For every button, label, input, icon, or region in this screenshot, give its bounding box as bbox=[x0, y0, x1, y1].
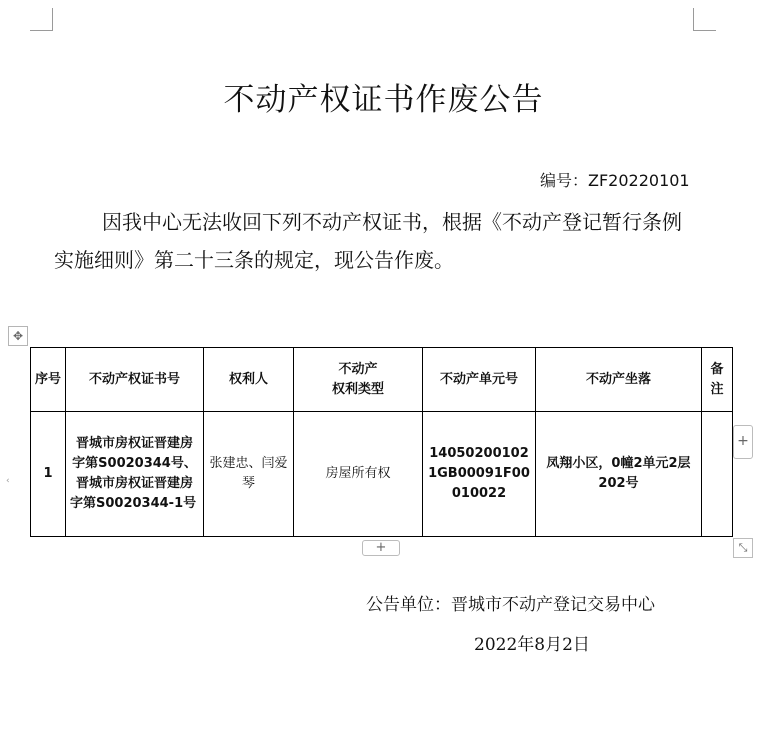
page-corner-mark-top-right bbox=[693, 8, 716, 31]
table-header-row bbox=[31, 348, 733, 412]
cell-right-type: 房屋所有权 bbox=[294, 412, 423, 537]
cell-seq: 1 bbox=[31, 412, 66, 537]
cell-unit-no: 140502001021GB00091F00010022 bbox=[423, 412, 536, 537]
add-row-button[interactable] bbox=[362, 540, 400, 556]
header-right-type: 不动产 权利类型 bbox=[294, 348, 423, 412]
table-resize-icon[interactable]: ⤡ bbox=[733, 538, 753, 558]
header-location: 不动产坐落 bbox=[536, 348, 702, 412]
header-holder: 权利人 bbox=[204, 348, 294, 412]
header-unit-no: 不动产单元号 bbox=[423, 348, 536, 412]
cell-holder: 张建忠、闫爱琴 bbox=[204, 412, 294, 537]
announcement-date: 2022年8月2日 bbox=[474, 635, 590, 655]
body-paragraph bbox=[54, 203, 699, 279]
body-paragraph-text: 因我中心无法收回下列不动产权证书，根据《不动产登记暂行条例实施细则》第二十三条的规定，现公告作废。 bbox=[54, 210, 682, 272]
page-corner-mark-top-left bbox=[30, 8, 53, 31]
issuing-unit: 公告单位：晋城市不动产登记交易中心 bbox=[366, 595, 655, 615]
table-move-icon[interactable]: ✥ bbox=[8, 326, 28, 346]
add-row-plus-icon: + bbox=[375, 540, 387, 555]
header-seq: 序号 bbox=[31, 348, 66, 412]
row-marker-icon: ‹ bbox=[6, 476, 10, 486]
document-title: 不动产权证书作废公告 bbox=[223, 82, 544, 118]
header-remark: 备注 bbox=[702, 348, 733, 412]
table-row bbox=[31, 412, 733, 537]
cell-location: 凤翔小区，0幢2单元2层202号 bbox=[536, 412, 702, 537]
cell-cert-no: 晋城市房权证晋建房字第S0020344号、晋城市房权证晋建房字第S0020344-1号 bbox=[66, 412, 204, 537]
add-column-plus-icon: + bbox=[737, 433, 749, 449]
add-column-button[interactable] bbox=[733, 425, 753, 459]
cell-remark bbox=[702, 412, 733, 537]
voided-certificates-table bbox=[30, 347, 733, 537]
serial-number: 编号：ZF20220101 bbox=[540, 171, 690, 190]
header-cert-no: 不动产权证书号 bbox=[66, 348, 204, 412]
